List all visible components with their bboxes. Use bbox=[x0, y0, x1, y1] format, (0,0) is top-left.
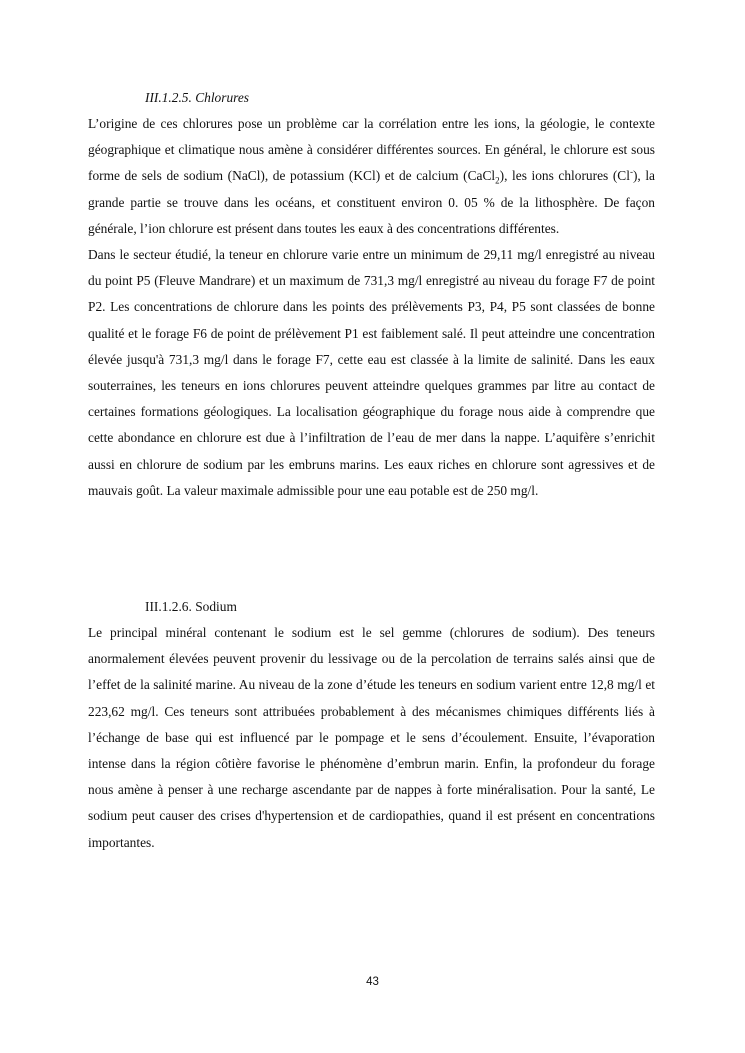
paragraph-chlorure-study: Dans le secteur étudié, la teneur en chlorure varie entre un minimum de 29,11 mg/l enregistré au niveau du point P5 (Fleuve Mandrare) et un maximum de 731,3 mg/l enregistré au niveau du forage F7 de point P2. Les concentrations de chlorure dans les points des prélèvements P3, P4, P5 sont classées de bonne qualité et le forage F6 de point de prélèvement P1 est faiblement salé. Il peut atteindre une concentration élevée jusqu'à 731,3 mg/l dans le forage F7, cette eau est classée à la limite de salinité. Dans les eaux souterraines, les teneurs en ions chlorures peuvent atteindre quelques grammes par litre au contact de certaines formations géologiques. La localisation géographique du forage nous aide à comprendre que cette abondance en chlorure est due à l’infiltration de l’eau de mer dans la nappe. L’aquifère s’enrichit aussi en chlorure de sodium par les embruns marins. Les eaux riches en chlorure sont agressives et de mauvais goût. La valeur maximale admissible pour une eau potable est de 250 mg/l. bbox=[88, 247, 655, 498]
superscript: - bbox=[629, 166, 633, 177]
section-body-chlorures bbox=[88, 111, 655, 504]
paragraph-chlorure-origin bbox=[88, 111, 655, 242]
text-run: ), la grande partie se trouve dans les océans, et constituent environ 0. 05 % de la lithosphère. De façon générale, l’ion chlorure est présent dans toutes les eaux à des concentrations différentes. bbox=[88, 168, 655, 236]
text-run: L’origine de ces chlorures pose un problème car la corrélation entre les ions, la géologie, le contexte géographique et climatique nous amène à considérer différentes sources. En général, le chlorure est sous forme de sels de sodium (NaCl), de potassium (KCl) et de calcium (CaCl bbox=[88, 116, 655, 184]
page-number: 43 bbox=[366, 976, 379, 988]
section-body-sodium bbox=[88, 620, 655, 856]
section-heading-chlorures: III.1.2.5. Chlorures bbox=[145, 90, 250, 105]
section-heading-sodium: III.1.2.6. Sodium bbox=[145, 599, 237, 614]
subscript: 2 bbox=[495, 176, 500, 187]
text-run: ), les ions chlorures (Cl bbox=[499, 168, 630, 184]
paragraph-sodium: Le principal minéral contenant le sodium est le sel gemme (chlorures de sodium). Des teneurs anormalement élevées peuvent provenir du lessivage ou de la percolation de terrains salés ainsi que de l’effet de la salinité marine. Au niveau de la zone d’étude les teneurs en sodium varient entre 12,8 mg/l et 223,62 mg/l. Ces teneurs sont attribuées probablement à des mécanismes chimiques différents liés à l’échange de base qui est influencé par le pompage et le sens d’écoulement. Ensuite, l’évaporation intense dans la région côtière favorise le phénomène d’embrun marin. Enfin, la profondeur du forage nous amène à penser à une recharge ascendante par de nappes à forte minéralisation. Pour la santé, Le sodium peut causer des crises d'hypertension et de cardiopathies, quand il est présent en concentrations importantes. bbox=[88, 625, 655, 850]
